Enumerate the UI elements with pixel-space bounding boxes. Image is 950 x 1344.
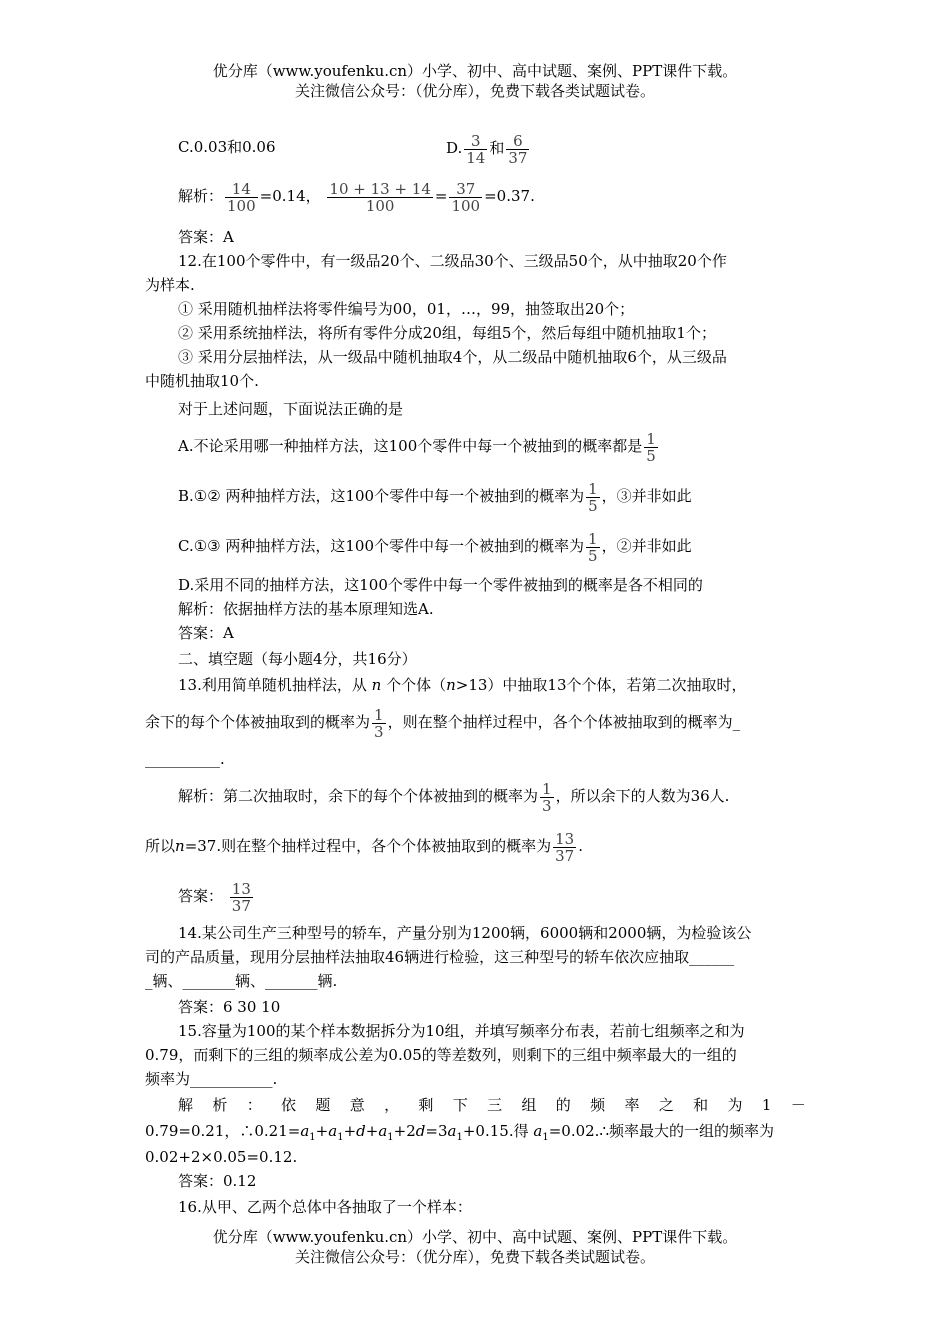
- section-title-fill-in: 二、填空题（每小题4分，共16分）: [178, 650, 417, 668]
- page-header-line2: 关注微信公众号：（优分库），免费下载各类试题试卷。: [294, 82, 655, 100]
- q15-stem-line3: 频率为___________.: [145, 1070, 278, 1088]
- q12-item3-line2: 中随机抽取10个.: [145, 372, 259, 390]
- q13-stem-line1: 13.利用简单随机抽样法，从 n 个个体（n>13）中抽取13个个体，若第二次抽取时，: [178, 676, 747, 694]
- q14-answer: 答案：6 30 10: [178, 998, 281, 1016]
- page-footer-line2: 关注微信公众号：（优分库），免费下载各类试题试卷。: [294, 1248, 655, 1266]
- q14-stem-line1: 14.某公司生产三种型号的轿车，产量分别为1200辆，6000辆和2000辆，为检验该公: [178, 924, 752, 942]
- q13-solution-line1: 解析：第二次抽取时，余下的每个个体被抽到的概率为 $\frac{1}{3}$ ，所以余下的人数为36人.: [178, 779, 730, 815]
- q15-answer: 答案：0.12: [178, 1172, 257, 1190]
- q12-option-d: D.采用不同的抽样方法，这100个零件中每一个零件被抽到的概率是各不相同的: [178, 576, 703, 594]
- q12-solution: 解析：依据抽样方法的基本原理知选A.: [178, 600, 434, 618]
- q12-stem-line2: 为样本.: [145, 276, 195, 294]
- q12-stem-line1: 12.在100个零件中，有一级品20个、二级品30个、三级品50个，从中抽取20个作: [178, 252, 727, 270]
- q12-item3-line1: ③ 采用分层抽样法，从一级品中随机抽取4个，从二级品中随机抽取6个，从三级品: [178, 348, 727, 366]
- q13-solution-line2: 所以n=37.则在整个抽样过程中，各个个体被抽取到的概率为 $\frac{13}{37}$ .: [145, 829, 583, 865]
- q12-option-a: A.不论采用哪一种抽样方法，这100个零件中每一个被抽到的概率都是 $\frac{1}{5}$: [178, 429, 656, 465]
- q15-stem-line2: 0.79，而剩下的三组的频率成公差为0.05的等差数列，则剩下的三组中频率最大的一组的: [145, 1046, 737, 1064]
- q12-item2: ② 采用系统抽样法，将所有零件分成20组，每组5个，然后每组中随机抽取1个；: [178, 324, 716, 342]
- q15-solution-line3: 0.02+2×0.05=0.12.: [145, 1148, 298, 1166]
- q13-stem-line3: __________.: [145, 750, 225, 768]
- q15-solution-line2: 0.79=0.21，$\therefore 0.21=a_1+a_1+d+a_1+2d=3a_1+0.15$.得 $a_1=0.02.\therefore$频率最大的一组的频率为: [145, 1122, 774, 1143]
- q11-option-d: D. $\frac{3}{14}$ 和 $\frac{6}{37}$: [446, 131, 528, 167]
- q15-solution-line1: 解 析 ： 依 题 意 ， 剩 下 三 组 的 频 率 之 和 为 1 －: [178, 1096, 806, 1114]
- q12-item1: ① 采用随机抽样法将零件编号为00，01，…，99，抽签取出20个；: [178, 300, 635, 318]
- page-header-line1: 优分库（www.youfenku.cn）小学、初中、高中试题、案例、PPT课件下载。: [212, 62, 738, 80]
- q12-option-b: B.①② 两种抽样方法，这100个零件中每一个被抽到的概率为 $\frac{1}{5}$ ，③并非如此: [178, 479, 692, 515]
- q14-stem-line2: 司的产品质量，现用分层抽样法抽取46辆进行检验，这三种型号的轿车依次应抽取______: [145, 948, 735, 966]
- q13-answer: 答案： $\frac{13}{37}$: [178, 879, 251, 915]
- q15-stem-line1: 15.容量为100的某个样本数据拆分为10组，并填写频率分布表，若前七组频率之和为: [178, 1022, 745, 1040]
- q12-question: 对于上述问题，下面说法正确的是: [178, 400, 404, 418]
- q12-answer: 答案：A: [178, 624, 234, 642]
- page-footer-line1: 优分库（www.youfenku.cn）小学、初中、高中试题、案例、PPT课件下载。: [212, 1228, 738, 1246]
- q16-stem-line1: 16.从甲、乙两个总体中各抽取了一个样本：: [178, 1198, 472, 1216]
- q11-option-c: C.0.03和0.06: [178, 138, 276, 156]
- q12-option-c: C.①③ 两种抽样方法，这100个零件中每一个被抽到的概率为 $\frac{1}{5}$ ，②并非如此: [178, 529, 692, 565]
- q14-stem-line3: _辆、_______辆、_______辆.: [145, 972, 338, 990]
- q11-solution: 解析： $\frac{14}{100}$ =0.14， $\frac{10 + 13 + 14}{100}$ = $\frac{37}{100}$ =0.37.: [178, 179, 535, 215]
- q11-answer: 答案：A: [178, 228, 234, 246]
- q13-stem-line2: 余下的每个个体被抽取到的概率为 $\frac{1}{3}$ ，则在整个抽样过程中，各个个体被抽取到的概率为_: [145, 705, 741, 741]
